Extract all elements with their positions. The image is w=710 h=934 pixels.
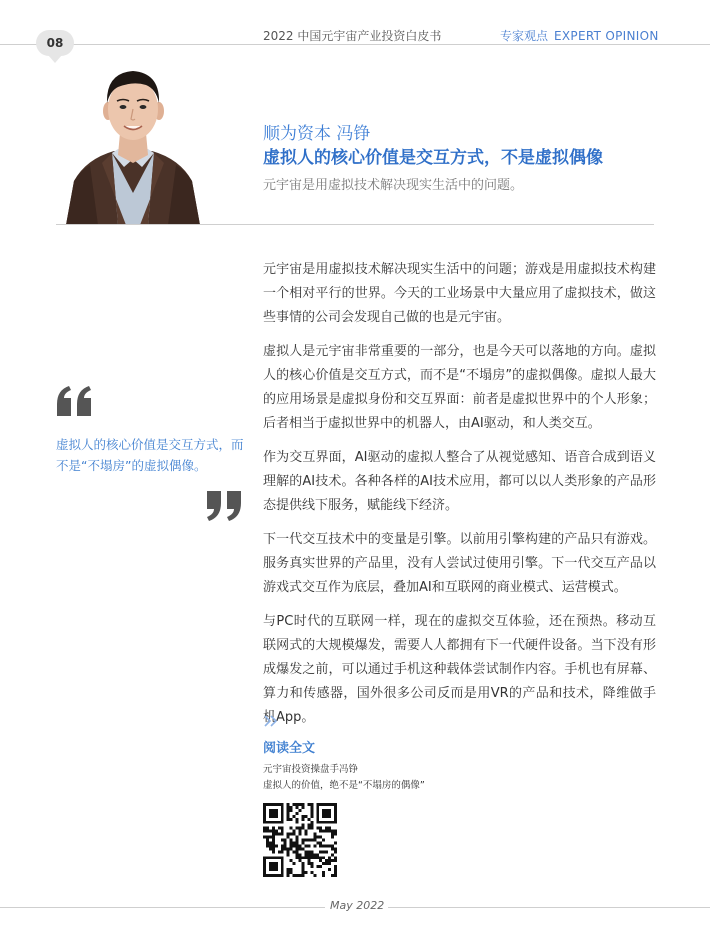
publication-title: 2022 中国元宇宙产业投资白皮书 bbox=[263, 29, 442, 43]
expert-portrait bbox=[56, 63, 210, 225]
section-label-cn: 专家观点 bbox=[500, 29, 549, 43]
section-divider bbox=[56, 224, 654, 225]
quote-close-icon bbox=[203, 489, 243, 523]
read-full-article-link[interactable]: 阅读全文 bbox=[263, 741, 316, 756]
footer-rule bbox=[0, 907, 325, 908]
article-paragraph: 与PC时代的互联网一样，现在的虚拟交互体验，还在预热。移动互联网式的大规模爆发，需要人人都拥有下一代硬件设备。当下没有形成爆发之前，可以通过手机这种载体尝试制作内容。手机也有屏幕、算力和传感器，国外很多公司反而是用VR的产品和技术，降维做手机App。 bbox=[263, 614, 656, 725]
expert-name: 顺为资本 冯铮 bbox=[263, 124, 371, 144]
footer-date: May 2022 bbox=[330, 899, 385, 912]
linked-article-subtitle: 虚拟人的价值，绝不是“不塌房的偶像” bbox=[263, 780, 425, 791]
article-paragraph: 下一代交互技术中的变量是引擎。以前用引擎构建的产品只有游戏。服务真实世界的产品里，没有人尝试过使用引擎。下一代交互产品以游戏式交互作为底层，叠加AI和互联网的商业模式、运营模式。 bbox=[263, 532, 656, 595]
page-badge-icon bbox=[48, 55, 62, 63]
article-paragraph: 元宇宙是用虚拟技术解决现实生活中的问题；游戏是用虚拟技术构建一个相对平行的世界。今天的工业场景中大量应用了虚拟技术，做这些事情的公司会发现自己做的也是元宇宙。 bbox=[263, 262, 656, 325]
double-chevron-icon bbox=[263, 714, 279, 728]
article-body bbox=[263, 258, 656, 740]
article-subtitle: 元宇宙是用虚拟技术解决现实生活中的问题。 bbox=[263, 178, 524, 193]
header-rule bbox=[0, 44, 710, 45]
footer-rule bbox=[388, 907, 710, 908]
pull-quote: 虚拟人的核心价值是交互方式，而不是“不塌房”的虚拟偶像。 bbox=[56, 437, 244, 473]
linked-article-title: 元宇宙投资操盘手冯铮 bbox=[263, 764, 359, 775]
quote-open-icon bbox=[55, 384, 95, 418]
section-label bbox=[500, 27, 659, 44]
article-headline: 虚拟人的核心价值是交互方式，不是虚拟偶像 bbox=[263, 148, 603, 168]
page-number-badge: 08 bbox=[36, 30, 74, 56]
article-paragraph: 作为交互界面，AI驱动的虚拟人整合了从视觉感知、语音合成到语义理解的AI技术。各种各样的AI技术应用，都可以以人类形象的产品形态提供线下服务，赋能线下经济。 bbox=[263, 450, 656, 513]
article-paragraph: 虚拟人是元宇宙非常重要的一部分，也是今天可以落地的方向。虚拟人的核心价值是交互方式，而不是“不塌房”的虚拟偶像。虚拟人最大的应用场景是虚拟身份和交互界面：前者是虚拟世界中的个人形象；后者相当于虚拟世界中的机器人，由AI驱动，和人类交互。 bbox=[263, 344, 656, 431]
qr-code-icon[interactable] bbox=[263, 803, 337, 877]
section-label-en: EXPERT OPINION bbox=[554, 29, 659, 43]
